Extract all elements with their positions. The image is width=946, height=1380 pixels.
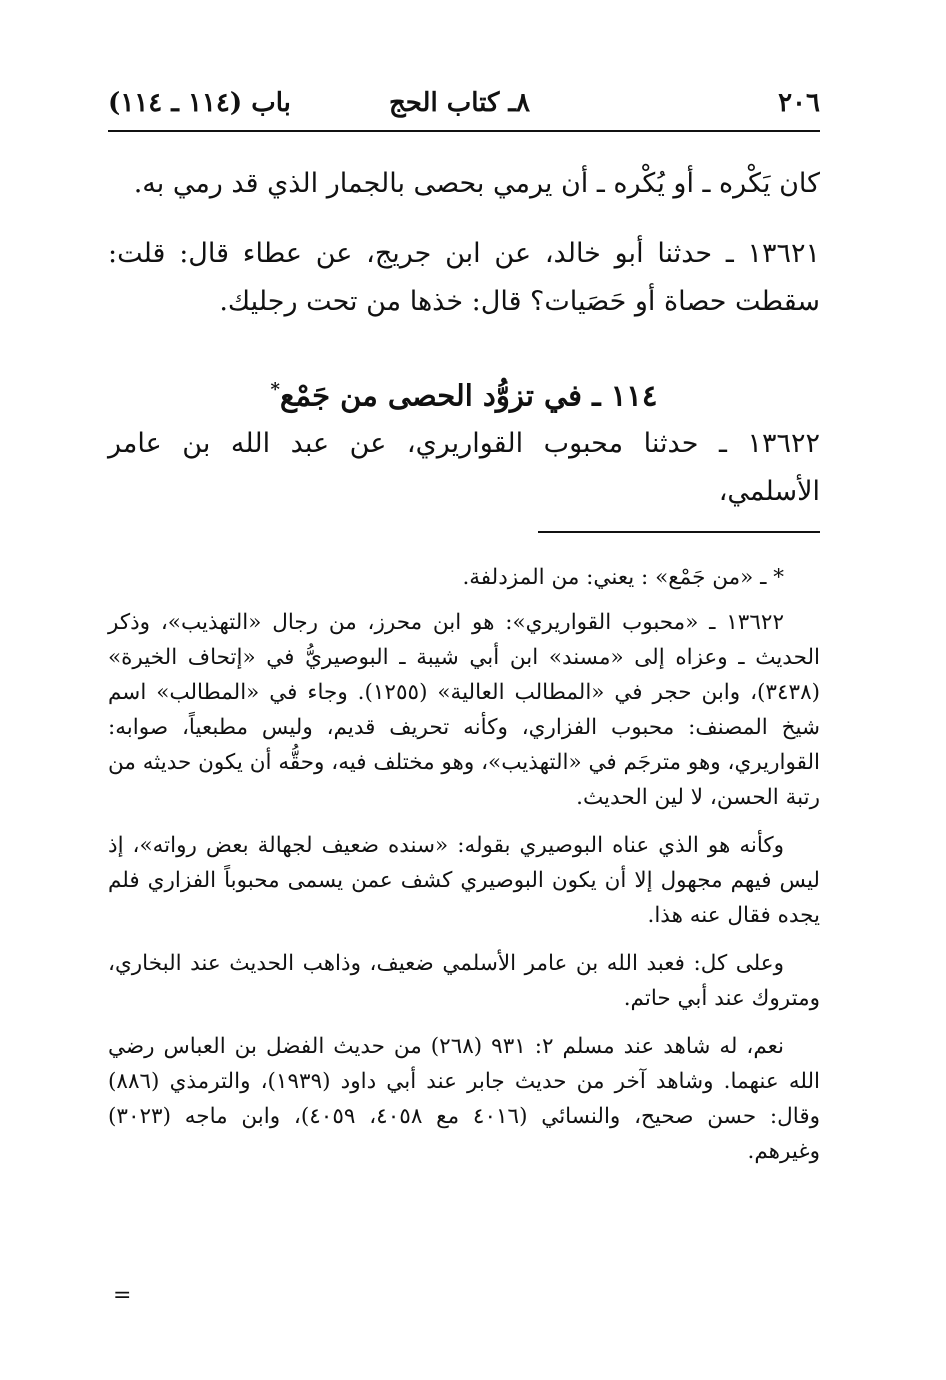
page-number: ٢٠٦ [778, 88, 820, 118]
main-paragraph: كان يَكْره ـ أو يُكْره ـ أن يرمي بحصى بالجمار الذي قد رمي به. [133, 168, 820, 199]
hadith-13622: ١٣٦٢٢ ـ حدثنا محبوب القواريري، عن عبد الله بن عامر الأسلمي، [108, 427, 820, 507]
main-text [108, 160, 820, 516]
page-header [108, 88, 820, 128]
footnotes [108, 560, 820, 1182]
footnote-13622: ١٣٦٢٢ ـ «محبوب القواريري»: هو ابن محرز، من رجال «التهذيب»، وذكر الحديث ـ وعزاه إلى «مسند» ابن أبي شيبة ـ البوصيريُّ في «إتحاف الخيرة» (٣٤٣٨)، وابن حجر في «المطالب العالية» (١٢٥٥). وجاء في «المطالب» اسم شيخ المصنف: محبوب الفزاري، وكأنه تحريف قديم، وليس مطبعياً، صوابه: القواريري، وهو مترجَم في «التهذيب»، وهو مختلف فيه، وحقُّه أن يكون حديثه من رتبة الحسن، لا لين الحديث. [108, 610, 821, 810]
book-title: ٨ـ كتاب الحج [388, 88, 530, 118]
hadith-13621: ١٣٦٢١ ـ حدثنا أبو خالد، عن ابن جريج، عن عطاء قال: قلت: سقطت حصاة أو حَصَيات؟ قال: خذها من تحت رجليك. [108, 238, 820, 317]
chapter-range: باب (١١٤ ـ ١١٤) [108, 88, 291, 118]
footnote-star: * ـ «من جَمْع» : يعني: من المزدلفة. [462, 565, 784, 590]
continuation-mark: = [113, 1283, 132, 1308]
section-heading-text: ١١٤ ـ في تزوُّد الحصى من جَمْع [279, 378, 658, 413]
header-divider [108, 130, 820, 132]
footnote-paragraph: نعم، له شاهد عند مسلم ٢: ٩٣١ (٢٦٨) من حديث الفضل بن العباس رضي الله عنهما. وشاهد آخر من حديث جابر عند أبي داود (١٩٣٩)، والترمذي (٨٨٦) وقال: حسن صحيح، والنسائي (٤٠١٦ مع ٤٠٥٨، ٤٠٥٩)، وابن ماجه (٣٠٢٣) وغيرهم. [108, 1034, 820, 1164]
footnote-divider [538, 531, 820, 533]
section-heading [108, 366, 820, 420]
footnote-paragraph: وكأنه هو الذي عناه البوصيري بقوله: «سنده ضعيف لجهالة بعض رواته»، إذ ليس فيهم مجهول إلا أن يكون البوصيري كشف عمن يسمى محبوباً الفزاري فلم يجده فقال عنه هذا. [108, 833, 820, 928]
footnote-marker: * [270, 379, 280, 400]
footnote-paragraph: وعلى كل: فعبد الله بن عامر الأسلمي ضعيف، وذاهب الحديث عند البخاري، ومتروك عند أبي حاتم. [108, 951, 820, 1011]
